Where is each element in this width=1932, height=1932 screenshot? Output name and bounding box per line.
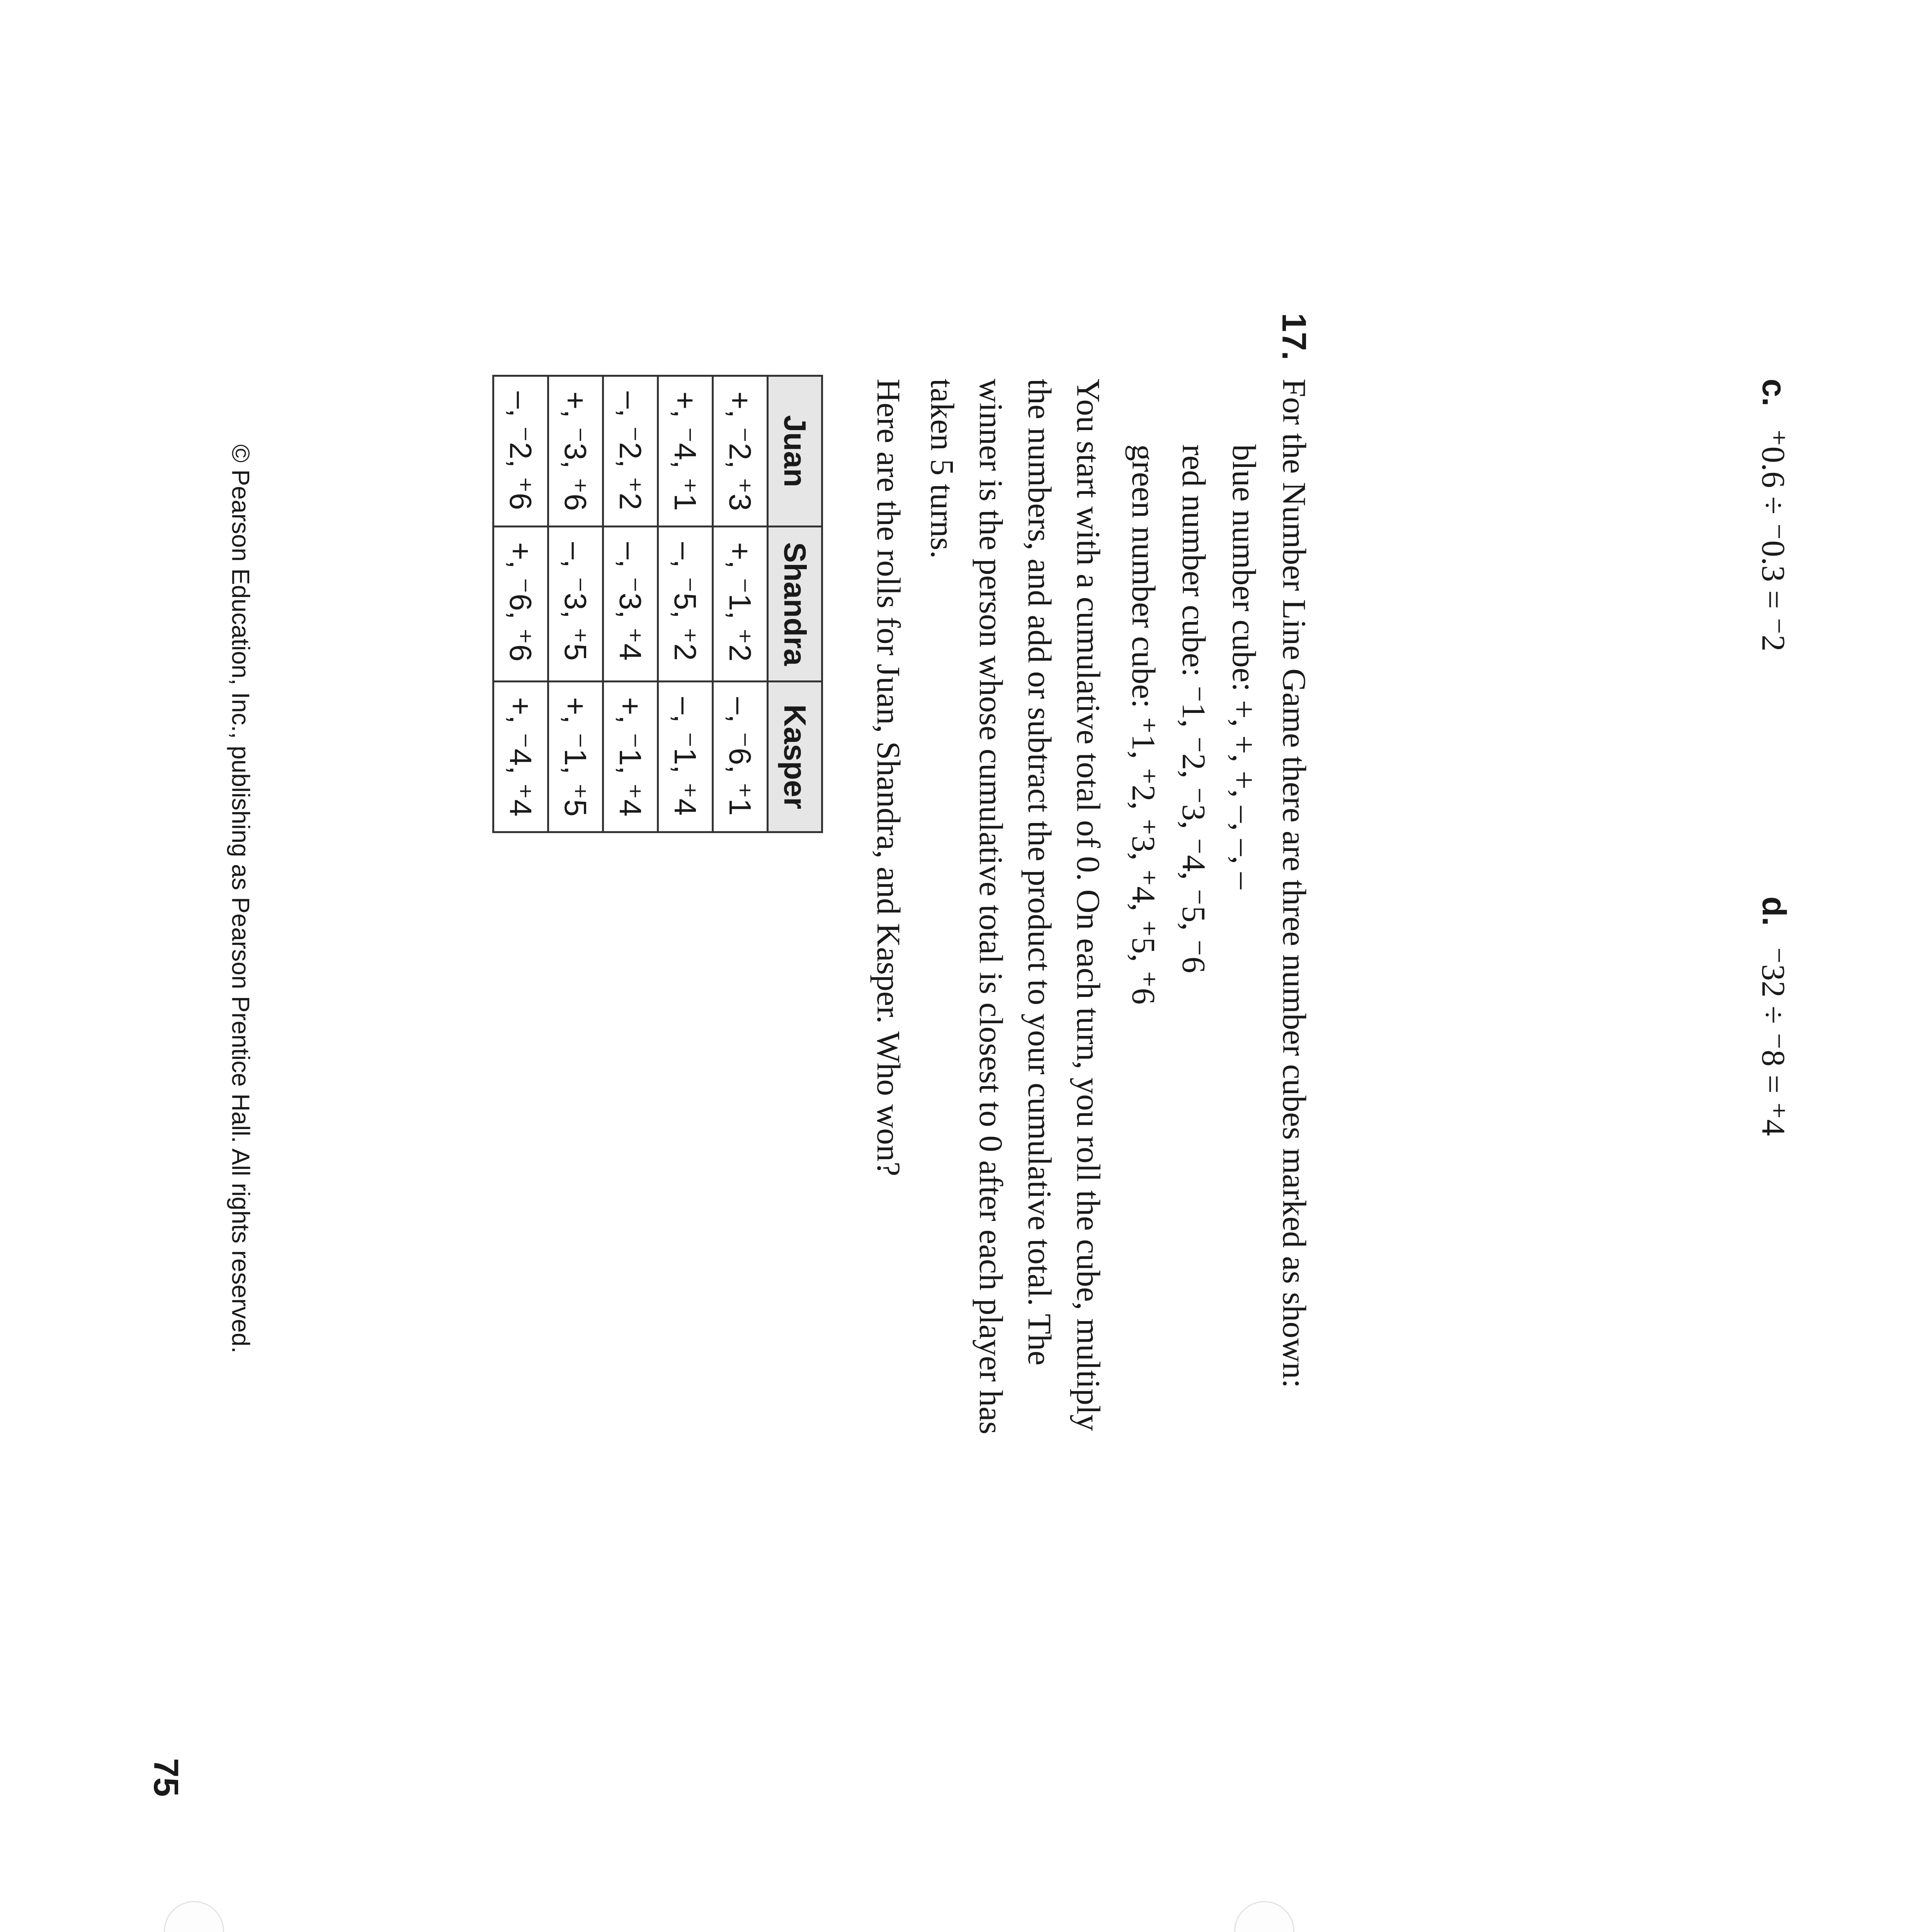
question-17-number: 17.	[1275, 313, 1313, 361]
table-row	[493, 376, 548, 832]
question-17-intro: For the Number Line Game there are three number cubes marked as shown:	[1276, 379, 1313, 1388]
table-cell: +, ⁻4, ⁺4	[493, 682, 548, 832]
table-cell: +, ⁻1, ⁺4	[603, 682, 658, 832]
column-header-juan: Juan	[768, 376, 822, 527]
table-cell: –, ⁻3, ⁺4	[603, 527, 658, 682]
game-rules-paragraph: You start with a cumulative total of 0. On each turn, you roll the cube, multiply the numbers, and add or subtract the product to your cumulative total. The winner is the person whose cumulative total is closest to 0 after each player has taken 5 turns.	[924, 379, 1107, 1435]
table-cell: –, ⁻2, ⁺2	[603, 376, 658, 527]
q16-d-letter: d.	[1755, 896, 1793, 926]
table-cell: +, ⁻6, ⁺6	[493, 527, 548, 682]
table-cell: +, ⁻2, ⁺3	[713, 376, 768, 527]
red-cube-line: red number cube: ⁻1, ⁻2, ⁻3, ⁻4, ⁻5, ⁻6	[1175, 444, 1213, 973]
table-row	[713, 376, 768, 832]
table-row	[658, 376, 713, 832]
column-header-kasper: Kasper	[768, 682, 822, 832]
table-cell: –, ⁻3, ⁺5	[548, 527, 603, 682]
q16-c-equation: ⁺0.6 ÷ ⁻0.3 = ⁻2	[1755, 429, 1792, 651]
table-cell: –, ⁻2, ⁺6	[493, 376, 548, 527]
table-cell: +, ⁻1, ⁺2	[713, 527, 768, 682]
page-number: 75	[146, 1758, 185, 1797]
table-header-row	[768, 376, 822, 832]
table-cell: –, ⁻1, ⁺4	[658, 682, 713, 832]
punch-hole	[164, 1901, 224, 1932]
blue-cube-line: blue number cube: +, +, +, –, –, –	[1226, 444, 1263, 889]
table-row	[603, 376, 658, 832]
question-17-ask: Here are the rolls for Juan, Shandra, and Kasper. Who won?	[870, 379, 907, 1177]
punch-hole	[1234, 1901, 1294, 1932]
copyright-notice: © Pearson Education, Inc., publishing as Pearson Prentice Hall. All rights reserved.	[227, 444, 255, 1354]
q16-d-equation: ⁻32 ÷ ⁻8 = ⁺4	[1755, 947, 1792, 1136]
q16-c-letter: c.	[1755, 379, 1793, 406]
table-cell: +, ⁻3, ⁺6	[548, 376, 603, 527]
table-cell: +, ⁻1, ⁺5	[548, 682, 603, 832]
table-cell: +, ⁻4, ⁺1	[658, 376, 713, 527]
green-cube-line: green number cube: ⁺1, ⁺2, ⁺3, ⁺4, ⁺5, ⁺6	[1125, 444, 1162, 1005]
table-row	[548, 376, 603, 832]
table-cell: –, ⁻6, ⁺1	[713, 682, 768, 832]
table-cell: –, ⁻5, ⁺2	[658, 527, 713, 682]
rolls-table	[492, 375, 823, 833]
column-header-shandra: Shandra	[768, 527, 822, 682]
